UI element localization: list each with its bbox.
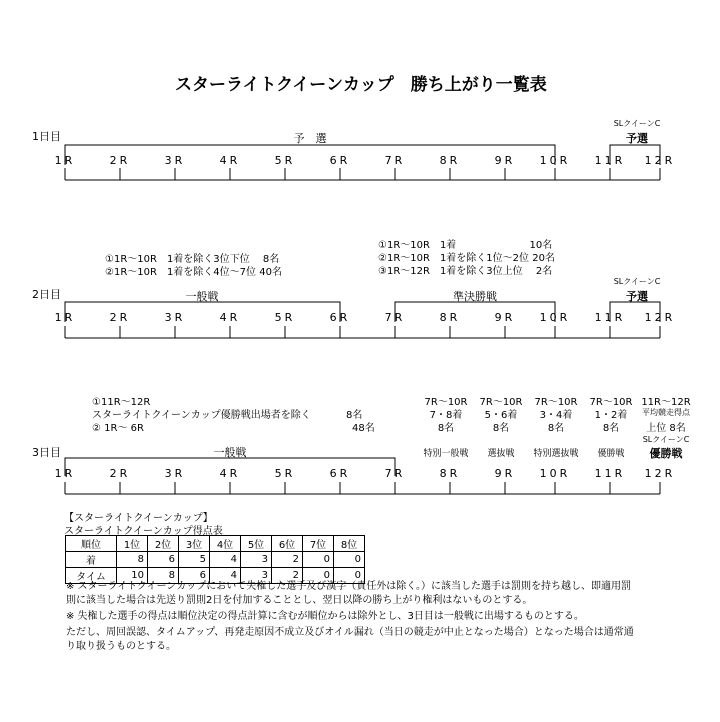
page-title: スターライトクイーンカップ 勝ち上がり一覧表 (175, 75, 547, 95)
points-header-row (66, 536, 365, 552)
footnote-2: 則に該当した場合は先送り罰則2日を付加することとし、翌日以降の勝ち上がり権利はないものとする。 (66, 595, 533, 606)
points-cell: 4 (210, 552, 241, 568)
points-header-cell: 4位 (210, 536, 241, 552)
day1-race-label: 6R (329, 154, 351, 167)
day3-col2-name: 選抜戦 (487, 449, 515, 459)
day3-col1-count: 8名 (437, 423, 455, 434)
day3-note-3: ② 1R～ 6R (92, 423, 144, 434)
day3-race-label: 7R (384, 467, 406, 480)
day3-note-2-count: 8名 (346, 410, 363, 421)
day2-race-label: 1R (54, 311, 76, 324)
day1-race-label: 11R (594, 154, 626, 167)
day3-note-3-count: 48名 (352, 423, 375, 434)
points-heading: 【スターライトクイーンカップ】 (64, 513, 213, 524)
day2-mid-note-2: ②1R～10R 1着を除く1位～2位 20名 (378, 253, 555, 264)
day3-race-label: 10R (539, 467, 571, 480)
day2-sl-label: SLクイーンC (613, 277, 661, 286)
day2-race-label: 6R (329, 311, 351, 324)
day3-note-2: スターライトクイーンカップ優勝戦出場者を除く (92, 410, 311, 421)
day3-sl-label: SLクイーンC (642, 435, 690, 444)
day2-bracket-ippan: 一般戦 (185, 290, 219, 303)
points-header-cell: 6位 (272, 536, 303, 552)
points-header-cell: 1位 (117, 536, 148, 552)
points-cell: 3 (241, 552, 272, 568)
day3-col1-pos: 7・8着 (429, 410, 463, 421)
day3-race-label: 11R (594, 467, 626, 480)
day2-left-note-2: ②1R～10R 1着を除く4位～7位 40名 (105, 267, 282, 278)
day2-left-note-1: ①1R～10R 1着を除く3位下位 8名 (105, 254, 280, 265)
day3-bracket-ippan: 一般戦 (213, 446, 247, 459)
day1-race-label: 3R (164, 154, 186, 167)
day2-race-label: 7R (384, 311, 406, 324)
day2-label: 2日目 (32, 288, 61, 301)
footnote-1: ※ スターライトクイーンカップにおいて失権した選手及び漢字（責任外は除く。）に該当した選手は罰則を持ち越し、即適用罰 (66, 581, 632, 592)
points-cell: 0 (303, 568, 334, 584)
day1-label: 1日目 (32, 130, 61, 143)
day3-col3-count: 8名 (547, 423, 565, 434)
day1-bracket-sl-yosen: 予選 (626, 132, 648, 145)
day3-col1-range: 7R～10R (424, 397, 468, 408)
day3-race-label: 1R (54, 467, 76, 480)
day3-col1-name: 特別一般戦 (423, 449, 469, 459)
day1-race-label: 4R (219, 154, 241, 167)
points-cell: 10 (117, 568, 148, 584)
points-cell: 0 (303, 552, 334, 568)
day2-race-label: 12R (644, 311, 676, 324)
points-caption: スターライトクイーンカップ得点表 (64, 526, 223, 537)
points-cell: 8 (117, 552, 148, 568)
day1-race-label: 5R (274, 154, 296, 167)
points-cell: 0 (334, 568, 365, 584)
day2-race-label: 4R (219, 311, 241, 324)
day3-col3-name: 特別選抜戦 (533, 449, 579, 459)
points-cell: 6 (148, 552, 179, 568)
points-row-label: タイム (66, 568, 117, 584)
day2-race-label: 2R (109, 311, 131, 324)
day3-col2-pos: 5・6着 (484, 410, 518, 421)
points-cell: 4 (210, 568, 241, 584)
points-header-cell: 3位 (179, 536, 210, 552)
points-row-label: 着 (66, 552, 117, 568)
points-cell: 2 (272, 568, 303, 584)
day3-last-range: 11R～12R (641, 397, 691, 408)
day2-race-label: 8R (439, 311, 461, 324)
day2-bracket-junkessho: 準決勝戦 (453, 290, 497, 303)
day2-mid-note-3: ③1R～12R 1着を除く3位上位 2名 (378, 266, 553, 277)
day3-col4-pos: 1・2着 (594, 410, 628, 421)
day2-race-label: 10R (539, 311, 571, 324)
footnote-4: ただし、周回誤認、タイムアップ、再発走原因不成立及びオイル漏れ（当日の競走が中止となった場合）となった場合は通常通 (66, 627, 634, 638)
day2-race-label: 3R (164, 311, 186, 324)
day3-col4-count: 8名 (602, 423, 620, 434)
day3-race-label: 2R (109, 467, 131, 480)
day3-label: 3日目 (32, 446, 61, 459)
points-row-chaku (66, 552, 365, 568)
points-cell: 8 (148, 568, 179, 584)
day3-race-label: 9R (494, 467, 516, 480)
day3-note-1: ①11R～12R (92, 397, 151, 408)
footnote-5: り取り扱うものとする。 (66, 641, 176, 652)
day3-race-label: 6R (329, 467, 351, 480)
points-cell: 3 (241, 568, 272, 584)
day1-bracket-yosen: 予 選 (293, 132, 327, 145)
points-header-cell: 順位 (66, 536, 117, 552)
points-header-cell: 2位 (148, 536, 179, 552)
day3-col3-pos: 3・4着 (539, 410, 573, 421)
day3-race-label: 3R (164, 467, 186, 480)
day2-race-label: 11R (594, 311, 626, 324)
day3-col4-name: 優勝戦 (597, 449, 625, 459)
day1-race-label: 1R (54, 154, 76, 167)
points-cell: 6 (179, 568, 210, 584)
day3-last-count: 上位 8名 (646, 423, 686, 434)
day3-col2-range: 7R～10R (479, 397, 523, 408)
day1-race-label: 2R (109, 154, 131, 167)
day3-col3-range: 7R～10R (534, 397, 578, 408)
day1-race-label: 7R (384, 154, 406, 167)
day3-last-sub: 平均競走得点 (642, 408, 690, 417)
day3-race-label: 8R (439, 467, 461, 480)
day1-race-label: 10R (539, 154, 571, 167)
day1-race-label: 9R (494, 154, 516, 167)
day3-col4-range: 7R～10R (589, 397, 633, 408)
day1-sl-label: SLクイーンC (613, 119, 661, 128)
footnote-3: ※ 失権した選手の得点は順位決定の得点計算に含むが順位からは除外とし、3日目は一般戦に出場するものとする。 (66, 611, 584, 622)
day1-race-label: 8R (439, 154, 461, 167)
day3-race-label: 12R (644, 467, 676, 480)
day3-col2-count: 8名 (492, 423, 510, 434)
day1-race-label: 12R (644, 154, 676, 167)
points-cell: 0 (334, 552, 365, 568)
day2-bracket-sl-yosen: 予選 (626, 290, 648, 303)
day3-race-label: 5R (274, 467, 296, 480)
points-cell: 2 (272, 552, 303, 568)
day3-final-name: 優勝戦 (649, 447, 683, 460)
day2-mid-note-1: ①1R～10R 1着 10名 (378, 240, 553, 251)
points-header-cell: 7位 (303, 536, 334, 552)
points-header-cell: 5位 (241, 536, 272, 552)
points-cell: 5 (179, 552, 210, 568)
day3-race-label: 4R (219, 467, 241, 480)
points-header-cell: 8位 (334, 536, 365, 552)
day2-race-label: 9R (494, 311, 516, 324)
day2-race-label: 5R (274, 311, 296, 324)
